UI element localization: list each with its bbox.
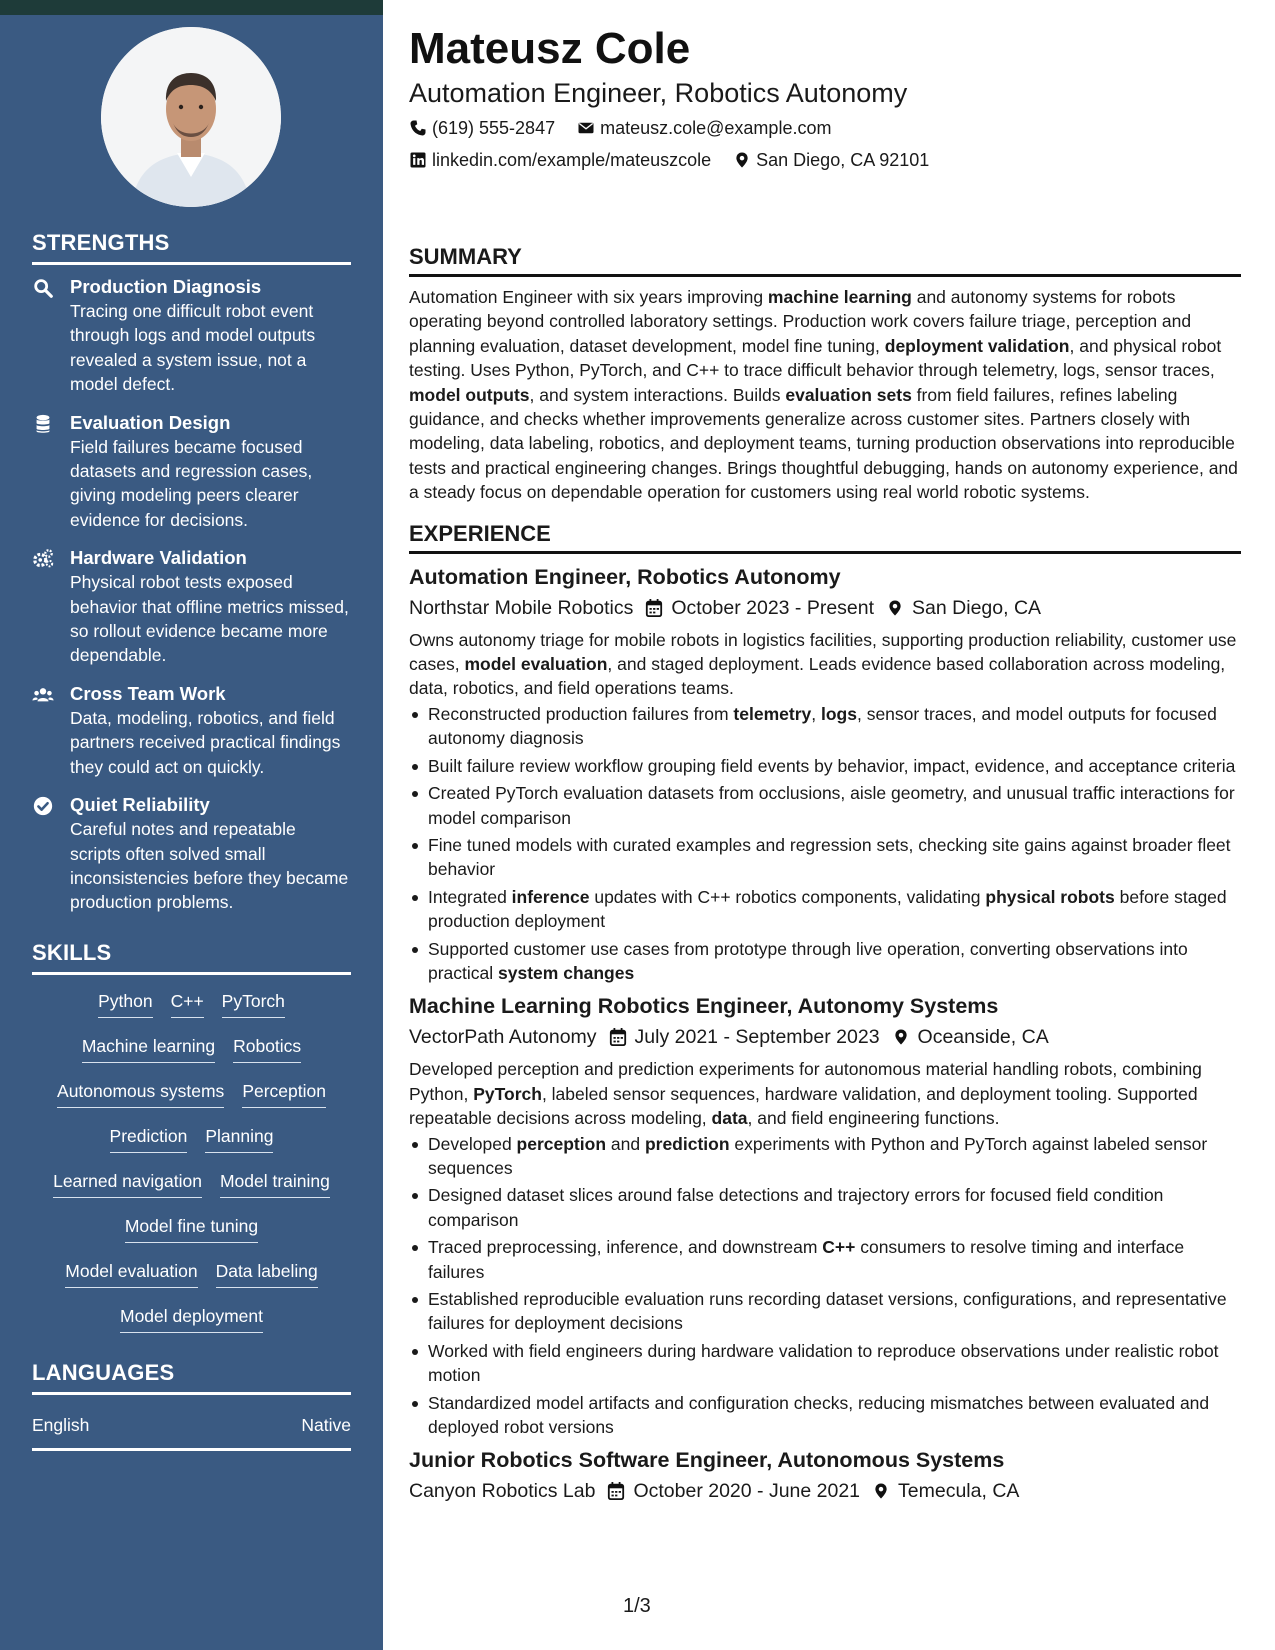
experience-heading: EXPERIENCE (409, 521, 1241, 554)
strength-title: Quiet Reliability (70, 794, 210, 816)
strength-item (32, 682, 351, 779)
strength-description: Data, modeling, robotics, and field partners received practical findings they could act on quickly. (70, 707, 341, 777)
skill-tag: Prediction (110, 1124, 188, 1153)
text-run: Created PyTorch evaluation datasets from occlusions, aisle geometry, and unusual traffic interactions for model comparison (428, 783, 1235, 828)
text-run: Developed (428, 1133, 517, 1154)
candidate-name: Mateusz Cole (409, 24, 691, 73)
bullet-item (409, 833, 1241, 882)
gears-icon (32, 548, 54, 570)
text-run: , labeled sensor sequences, hardware validation, and deployment tooling. Supported repeatable decisions across modeling, (409, 1083, 1198, 1129)
skill-tag: Planning (205, 1124, 273, 1153)
email-link[interactable]: mateusz.cole@example.com (600, 118, 832, 138)
skill-row (32, 989, 351, 1034)
profile-photo (101, 27, 281, 207)
skill-tag: Autonomous systems (57, 1079, 224, 1108)
skill-tag: Model evaluation (65, 1259, 197, 1288)
languages-heading: LANGUAGES (32, 1360, 351, 1395)
text-run: and autonomy systems for robots operating beyond controlled laboratory settings. Production work covers failure triage, perception and planning evaluation, dataset development, model fine tuning, (409, 287, 1192, 356)
skill-tag: Model training (220, 1169, 330, 1198)
strength-title: Hardware Validation (70, 547, 247, 569)
text-run: Designed dataset slices around false detections and trajectory errors for focused field condition comparison (428, 1185, 1164, 1230)
skill-row (32, 1124, 351, 1169)
bullet-item (409, 937, 1241, 986)
strength-title: Cross Team Work (70, 682, 226, 704)
job-dates-text: July 2021 - September 2023 (634, 1026, 880, 1049)
text-run: Developed perception and prediction experiments for autonomous material handling robots, combining Python, (409, 1059, 1202, 1104)
map-pin-icon (872, 1481, 890, 1501)
bullet-item (409, 1235, 1241, 1284)
job-company: Northstar Mobile Robotics (409, 596, 634, 619)
languages-section (32, 1360, 351, 1451)
text-run: Fine tuned models with curated examples and regression sets, checking site gains against broader fleet behavior (428, 834, 1231, 880)
strengths-heading: STRENGTHS (32, 230, 351, 265)
bullet-item (409, 781, 1241, 830)
skill-tag: Data labeling (216, 1259, 318, 1288)
strength-description: Tracing one difficult robot event through logs and model outputs revealed a system issue, not a model defect. (70, 301, 316, 395)
strength-item (32, 546, 351, 668)
calendar-icon (609, 1027, 627, 1047)
job-meta (409, 1021, 1241, 1053)
location-text: San Diego, CA 92101 (756, 150, 930, 170)
text-run: Worked with field engineers during hardware validation to reproduce observations under realistic robot motion (428, 1340, 1219, 1386)
emphasis-text: telemetry (733, 703, 812, 724)
skill-tag: Python (98, 989, 152, 1018)
calendar-icon (645, 598, 663, 618)
linkedin-link[interactable]: linkedin.com/example/mateuszcole (432, 150, 712, 170)
text-run: Reconstructed production failures from (428, 703, 734, 724)
text-run: updates with C++ robotics components, validating (589, 886, 986, 907)
check-circle-icon (32, 795, 54, 817)
page-number: 1/3 (623, 1595, 651, 1617)
text-run: , and system interactions. Builds (529, 384, 786, 405)
emphasis-text: evaluation sets (785, 384, 912, 405)
language-name: English (32, 1415, 90, 1435)
skill-tag: Learned navigation (53, 1169, 202, 1198)
skills-section (32, 940, 351, 1349)
users-icon (32, 684, 54, 706)
strength-description: Field failures became focused datasets and regression cases, giving modeling peers clearer evidence for decisions. (70, 436, 313, 530)
bullet-item (409, 885, 1241, 934)
emphasis-text: model outputs (409, 384, 530, 405)
job-dates (645, 592, 874, 624)
text-run: from field failures, refines labeling guidance, and checks whether improvements generalize across customer sites. Partners closely with modeling, data labeling, robotics, and deployment teams, turning production observations into reproducible tests and practical engineering changes. Brings thoughtful debugging, hands on autonomy experience, and a steady focus on dependable operation for customers using real world robotic systems. (409, 384, 1238, 503)
bullet-item (409, 702, 1241, 751)
search-icon (32, 277, 54, 299)
text-run: Traced preprocessing, inference, and downstream (428, 1237, 823, 1258)
strength-title: Production Diagnosis (70, 276, 262, 297)
summary-section (409, 244, 1241, 505)
emphasis-text: machine learning (767, 287, 912, 307)
language-row (32, 1405, 351, 1451)
emphasis-text: PyTorch (473, 1083, 542, 1104)
skill-tag: Model deployment (120, 1304, 263, 1333)
text-run: Supported customer use cases from prototype through live operation, converting observations into practical (428, 938, 1188, 983)
job-location (872, 1475, 1019, 1507)
phone-number: (619) 555-2847 (432, 118, 556, 138)
linkedin-icon (409, 151, 427, 169)
bullet-item (409, 1391, 1241, 1440)
contact-line (409, 144, 1241, 176)
skills-heading: SKILLS (32, 940, 351, 975)
job-summary (409, 1057, 1241, 1130)
text-run: experiments with Python and PyTorch against labeled sensor sequences (428, 1133, 1208, 1178)
job-location-text: San Diego, CA (912, 596, 1042, 619)
job-bullets (409, 1132, 1241, 1440)
contact-line (409, 112, 1241, 144)
summary-paragraph (409, 285, 1241, 505)
summary-heading: SUMMARY (409, 244, 1241, 277)
job-dates-text: October 2023 - Present (671, 596, 875, 619)
strengths-section (32, 230, 351, 929)
job-meta (409, 1475, 1241, 1507)
experience-section (409, 521, 1241, 1508)
text-run: Built failure review workflow grouping field events by behavior, impact, evidence, and acceptance criteria (428, 755, 1236, 776)
skills-list (32, 985, 351, 1349)
emphasis-text: model evaluation (464, 654, 608, 675)
emphasis-text: perception (516, 1133, 607, 1154)
skill-row (32, 1079, 351, 1124)
skill-row (32, 1214, 351, 1259)
envelope-icon (577, 119, 595, 137)
phone-contact (409, 112, 555, 144)
language-level: Native (301, 1415, 351, 1435)
skill-row (32, 1034, 351, 1079)
phone-icon (409, 119, 427, 137)
job-dates (607, 1475, 860, 1507)
skill-tag: PyTorch (222, 989, 285, 1018)
skill-row (32, 1259, 351, 1304)
text-run: consumers to resolve timing and interface failures (428, 1237, 1185, 1282)
job-entry (409, 991, 1241, 1439)
job-entry (409, 1445, 1241, 1507)
sidebar (0, 15, 383, 1650)
emphasis-text: prediction (644, 1133, 730, 1154)
strength-description: Careful notes and repeatable scripts often solved small inconsistencies before they became production problems. (70, 819, 349, 913)
skill-tag: Perception (242, 1079, 326, 1108)
strength-title: Evaluation Design (70, 411, 231, 433)
job-location-text: Temecula, CA (898, 1480, 1020, 1503)
emphasis-text: data (711, 1108, 748, 1129)
candidate-role: Automation Engineer, Robotics Autonomy (409, 78, 908, 108)
text-run: before staged production deployment (428, 886, 1227, 932)
job-title: Junior Robotics Software Engineer, Autonomous Systems (409, 1448, 1005, 1473)
skill-tag: C++ (171, 989, 204, 1018)
bullet-item (409, 1339, 1241, 1388)
calendar-icon (607, 1481, 625, 1501)
job-dates-text: October 2020 - June 2021 (633, 1480, 861, 1503)
strength-item (32, 411, 351, 533)
job-meta (409, 592, 1241, 624)
job-company: VectorPath Autonomy (409, 1026, 597, 1049)
job-title: Automation Engineer, Robotics Autonomy (409, 564, 841, 589)
skill-tag: Model fine tuning (125, 1214, 258, 1243)
bullet-item (409, 1287, 1241, 1336)
bullet-item (409, 1183, 1241, 1232)
text-run: , and staged deployment. Leads evidence based collaboration across modeling, data, robotics, and field operations teams. (409, 654, 1226, 699)
job-dates (609, 1021, 880, 1053)
text-run: , and field engineering functions. (747, 1108, 1000, 1129)
bullet-item (409, 1132, 1241, 1181)
job-bullets (409, 702, 1241, 985)
text-run: , sensor traces, and model outputs for focused autonomy diagnosis (428, 703, 1217, 749)
text-run: Integrated (428, 886, 512, 907)
avatar (101, 27, 281, 207)
text-run: Standardized model artifacts and configuration checks, reducing mismatches between evaluated and deployed robot versions (428, 1392, 1210, 1438)
job-location (886, 592, 1041, 624)
database-icon (32, 413, 54, 435)
text-run: Established reproducible evaluation runs recording dataset versions, configurations, and representative failures for deployment decisions (428, 1289, 1227, 1334)
job-entry (409, 562, 1241, 986)
job-title: Machine Learning Robotics Engineer, Autonomy Systems (409, 994, 999, 1019)
job-company: Canyon Robotics Lab (409, 1480, 596, 1503)
text-run: , and physical robot testing. Uses Python, PyTorch, and C++ to trace difficult behavior through telemetry, logs, sensor traces, (409, 335, 1222, 381)
skill-row (32, 1304, 351, 1349)
strength-item (32, 793, 351, 915)
emphasis-text: inference (511, 886, 590, 907)
skill-tag: Robotics (233, 1034, 301, 1063)
skill-row (32, 1169, 351, 1214)
text-run: and (606, 1133, 645, 1154)
emphasis-text: deployment validation (884, 335, 1070, 356)
text-run: Automation Engineer with six years improving (409, 287, 768, 307)
map-pin-icon (733, 151, 751, 169)
job-summary (409, 628, 1241, 701)
location-contact (733, 144, 929, 176)
map-pin-icon (892, 1027, 910, 1047)
email-contact[interactable] (577, 112, 831, 144)
bullet-item (409, 754, 1241, 778)
strength-description: Physical robot tests exposed behavior that offline metrics missed, so rollout evidence became more dependable. (70, 572, 349, 666)
job-location (892, 1021, 1049, 1053)
map-pin-icon (886, 598, 904, 618)
main-content (409, 22, 1241, 1511)
emphasis-text: logs (820, 703, 857, 724)
sidebar-top-strip (0, 0, 383, 15)
strength-item (32, 275, 351, 397)
text-run: , (811, 703, 821, 724)
emphasis-text: C++ (822, 1237, 856, 1258)
emphasis-text: system changes (498, 962, 635, 983)
job-location-text: Oceanside, CA (917, 1026, 1049, 1049)
text-run: Owns autonomy triage for mobile robots in logistics facilities, supporting production reliability, customer use cases, (409, 629, 1237, 675)
skill-tag: Machine learning (82, 1034, 215, 1063)
emphasis-text: physical robots (985, 886, 1115, 907)
linkedin-contact[interactable] (409, 144, 711, 176)
